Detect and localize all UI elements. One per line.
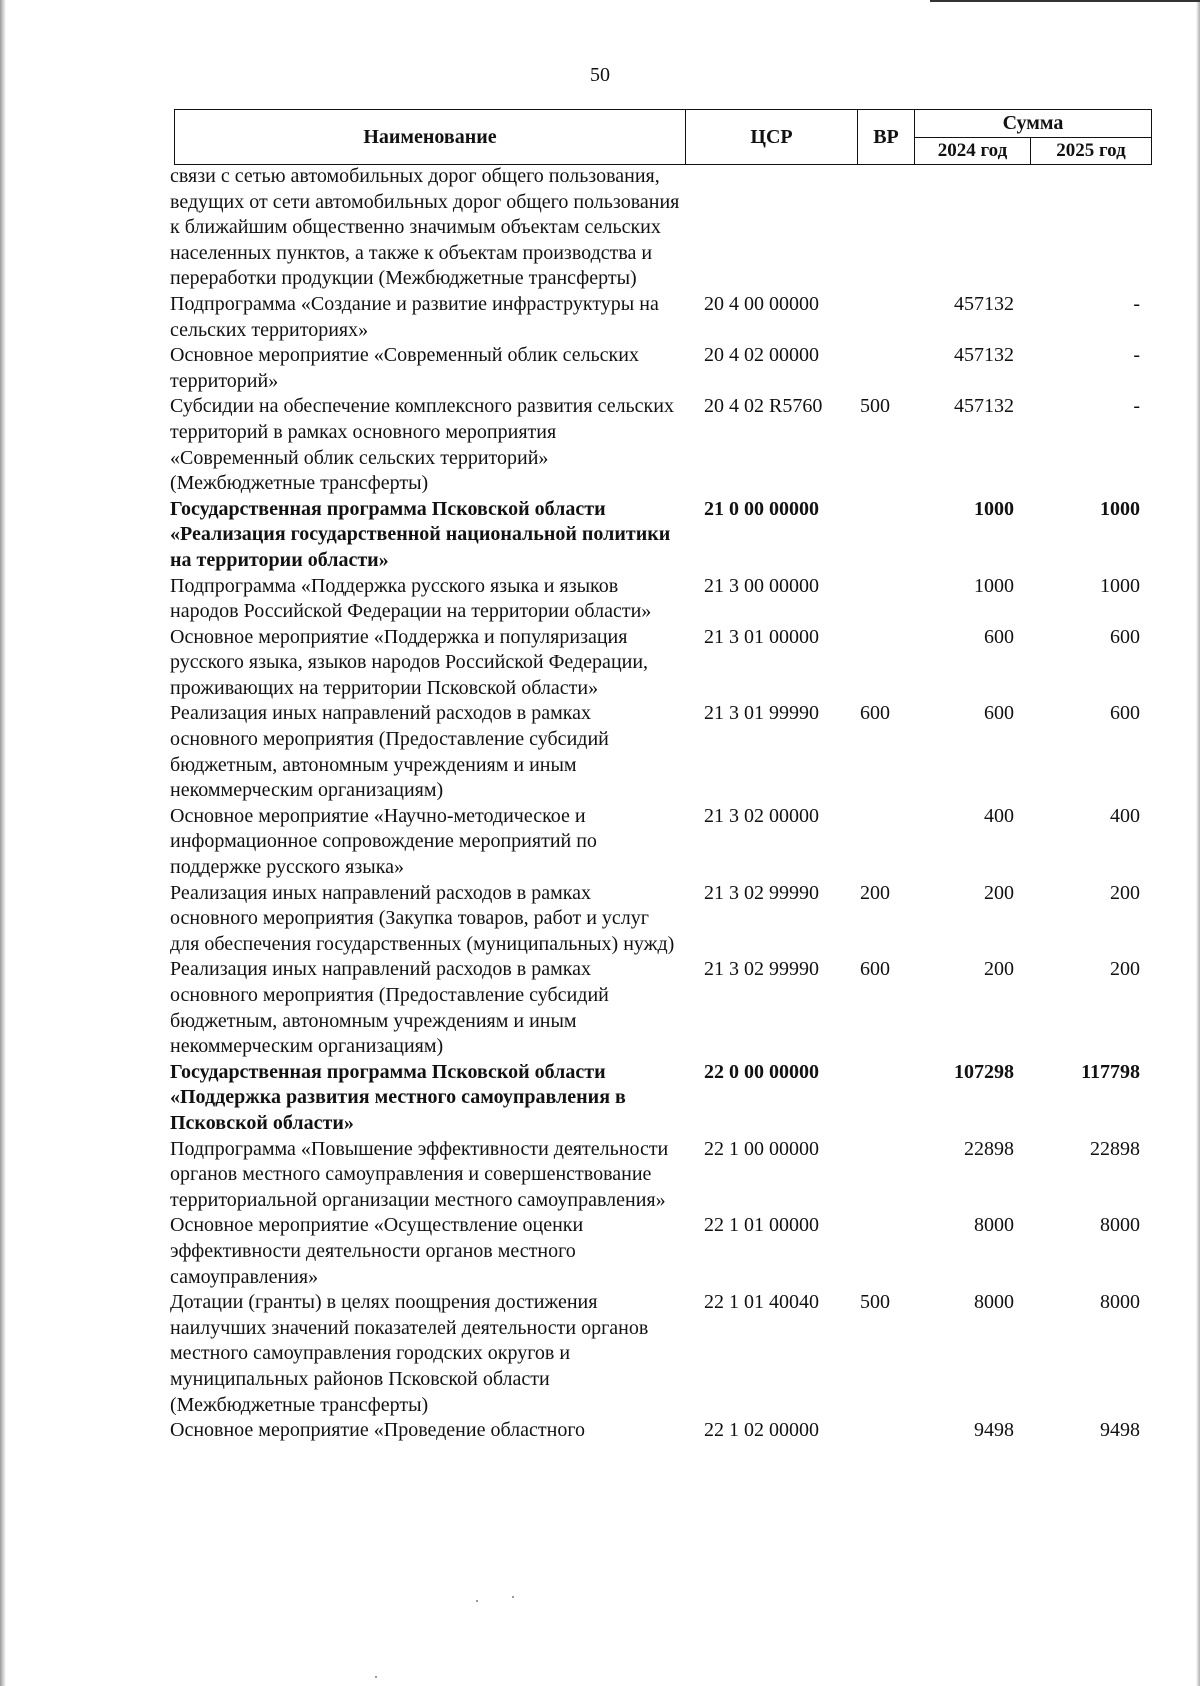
row-sum-2024: 9498 [974, 1419, 1014, 1442]
row-sum-2024: 457132 [954, 395, 1014, 418]
header-sum: Сумма [915, 110, 1151, 138]
row-name: Основное мероприятие «Современный облик сельских территорий» [170, 344, 639, 392]
page-number: 50 [590, 64, 610, 86]
row-sum-2024: 8000 [974, 1214, 1014, 1237]
table-row [170, 957, 1160, 1059]
scan-speck [375, 1676, 377, 1678]
row-name: Основное мероприятие «Научно-методическое и информационное сопровождение мероприятий по поддержке русского языка» [170, 804, 597, 879]
row-csr: 21 3 02 99990 [704, 958, 819, 981]
row-csr: 22 1 01 00000 [704, 1214, 819, 1237]
row-vr: 600 [860, 958, 890, 981]
row-name: Подпрограмма «Повышение эффективности деятельности органов местного самоуправления и совершенствование территориальной организации местного самоуправления» [170, 1137, 669, 1211]
row-name: Государственная программа Псковской области «Реализация государственной национальной политики на территории области» [170, 497, 671, 571]
table-row [170, 497, 1160, 574]
scan-edge-left [0, 0, 6, 1686]
row-vr: 600 [860, 702, 890, 725]
scan-edge-top [930, 0, 1200, 2]
row-sum-2025: 1000 [1100, 574, 1140, 597]
row-csr: 22 1 01 40040 [704, 1291, 819, 1314]
row-name: Реализация иных направлений расходов в рамках основного мероприятия (Закупка товаров, работ и услуг для обеспечения государственных (муниципальных) нужд) [170, 881, 675, 955]
row-sum-2024: 600 [984, 702, 1014, 725]
table-row [170, 292, 1160, 343]
table-body [170, 164, 1160, 1444]
row-vr: 500 [860, 395, 890, 418]
table-row [170, 881, 1160, 958]
header-year-2024: 2024 год [915, 137, 1031, 164]
scan-speck [476, 1600, 478, 1602]
row-sum-2025: 8000 [1100, 1214, 1140, 1237]
row-csr: 21 3 02 99990 [704, 881, 819, 904]
row-sum-2025: 600 [1110, 625, 1140, 648]
row-sum-2025: 200 [1110, 958, 1140, 981]
row-name: Реализация иных направлений расходов в рамках основного мероприятия (Предоставление субсидий бюджетным, автономным учреждениям и иным некоммерческим организациям) [170, 958, 609, 1058]
row-name: Основное мероприятие «Осуществление оценки эффективности деятельности органов местного самоуправления» [170, 1214, 584, 1288]
table-row [170, 1137, 1160, 1214]
table-row [170, 1418, 1160, 1444]
row-sum-2025: 1000 [1100, 497, 1140, 520]
row-sum-2025: 600 [1110, 702, 1140, 725]
row-name: Реализация иных направлений расходов в рамках основного мероприятия (Предоставление субсидий бюджетным, автономным учреждениям и иным некоммерческим организациям) [170, 702, 609, 802]
header-year-2025: 2025 год [1056, 139, 1126, 161]
row-sum-2024: 457132 [954, 344, 1014, 367]
row-sum-2025: 200 [1110, 881, 1140, 904]
row-name: Подпрограмма «Создание и развитие инфраструктуры на сельских территориях» [170, 292, 659, 341]
row-sum-2024: 1000 [974, 497, 1014, 520]
row-csr: 20 4 02 00000 [704, 344, 819, 367]
row-csr: 22 0 00 00000 [704, 1060, 819, 1083]
row-csr: 20 4 00 00000 [704, 292, 819, 315]
row-sum-2024: 600 [984, 625, 1014, 648]
row-csr: 21 3 01 99990 [704, 702, 819, 725]
table-row [170, 804, 1160, 881]
row-vr: 500 [860, 1291, 890, 1314]
row-csr: 21 3 00 00000 [704, 574, 819, 597]
header-name: Наименование [175, 110, 686, 164]
row-sum-2024: 8000 [974, 1291, 1014, 1314]
row-name: Основное мероприятие «Поддержка и популяризация русского языка, языков народов Российской Федерации, проживающих на территории Псковской области» [170, 625, 649, 699]
scan-edge-right [1196, 0, 1200, 1686]
row-csr: 22 1 00 00000 [704, 1137, 819, 1160]
row-sum-2024: 200 [984, 958, 1014, 981]
row-sum-2024: 1000 [974, 574, 1014, 597]
row-csr: 21 3 02 00000 [704, 804, 819, 827]
row-csr: 20 4 02 R5760 [704, 395, 823, 418]
row-sum-2025: - [1133, 395, 1140, 418]
row-sum-2024: 200 [984, 881, 1014, 904]
table-row [170, 394, 1160, 496]
row-name: Основное мероприятие «Проведение областного [170, 1419, 586, 1442]
row-sum-2025: 8000 [1100, 1291, 1140, 1314]
row-name: Дотации (гранты) в целях поощрения достижения наилучших значений показателей деятельности органов местного самоуправления городских округов и муниципальных районов Псковской области (Межбюджетные трансферты) [170, 1291, 649, 1416]
table-row [170, 701, 1160, 803]
row-name: Государственная программа Псковской области «Поддержка развития местного самоуправления в Псковской области» [170, 1060, 626, 1134]
row-sum-2024: 400 [984, 804, 1014, 827]
row-csr: 21 3 01 00000 [704, 625, 819, 648]
row-sum-2024: 457132 [954, 292, 1014, 315]
row-sum-2024: 107298 [954, 1060, 1014, 1083]
table-header [174, 109, 1152, 165]
row-sum-2025: - [1133, 292, 1140, 315]
row-csr: 22 1 02 00000 [704, 1419, 819, 1442]
row-sum-2025: 9498 [1100, 1419, 1140, 1442]
table-row [170, 164, 1160, 292]
row-vr: 200 [860, 881, 890, 904]
table-row [170, 574, 1160, 625]
row-sum-2025: 117798 [1081, 1060, 1140, 1083]
row-sum-2025: - [1133, 344, 1140, 367]
row-name: Подпрограмма «Поддержка русского языка и языков народов Российской Федерации на территории области» [170, 574, 652, 623]
row-name: связи с сетью автомобильных дорог общего пользования, ведущих от сети автомобильных дорог общего пользования к ближайшим общественно значимым объектам сельских населенных пунктов, а также к объектам производства и переработки продукции (Межбюджетные трансферты) [170, 165, 680, 290]
scan-speck [512, 1596, 514, 1598]
header-vr: ВР [858, 110, 915, 164]
row-sum-2025: 400 [1110, 804, 1140, 827]
table-row [170, 343, 1160, 394]
row-csr: 21 0 00 00000 [704, 497, 819, 520]
table-row [170, 1290, 1160, 1418]
table-row [170, 1060, 1160, 1137]
table-row [170, 1213, 1160, 1290]
row-sum-2024: 22898 [964, 1137, 1014, 1160]
header-csr: ЦСР [686, 110, 858, 164]
row-sum-2025: 22898 [1090, 1137, 1140, 1160]
row-name: Субсидии на обеспечение комплексного развития сельских территорий в рамках основного мероприятия «Современный облик сельских территорий» (Межбюджетные трансферты) [170, 395, 674, 495]
table-row [170, 625, 1160, 702]
